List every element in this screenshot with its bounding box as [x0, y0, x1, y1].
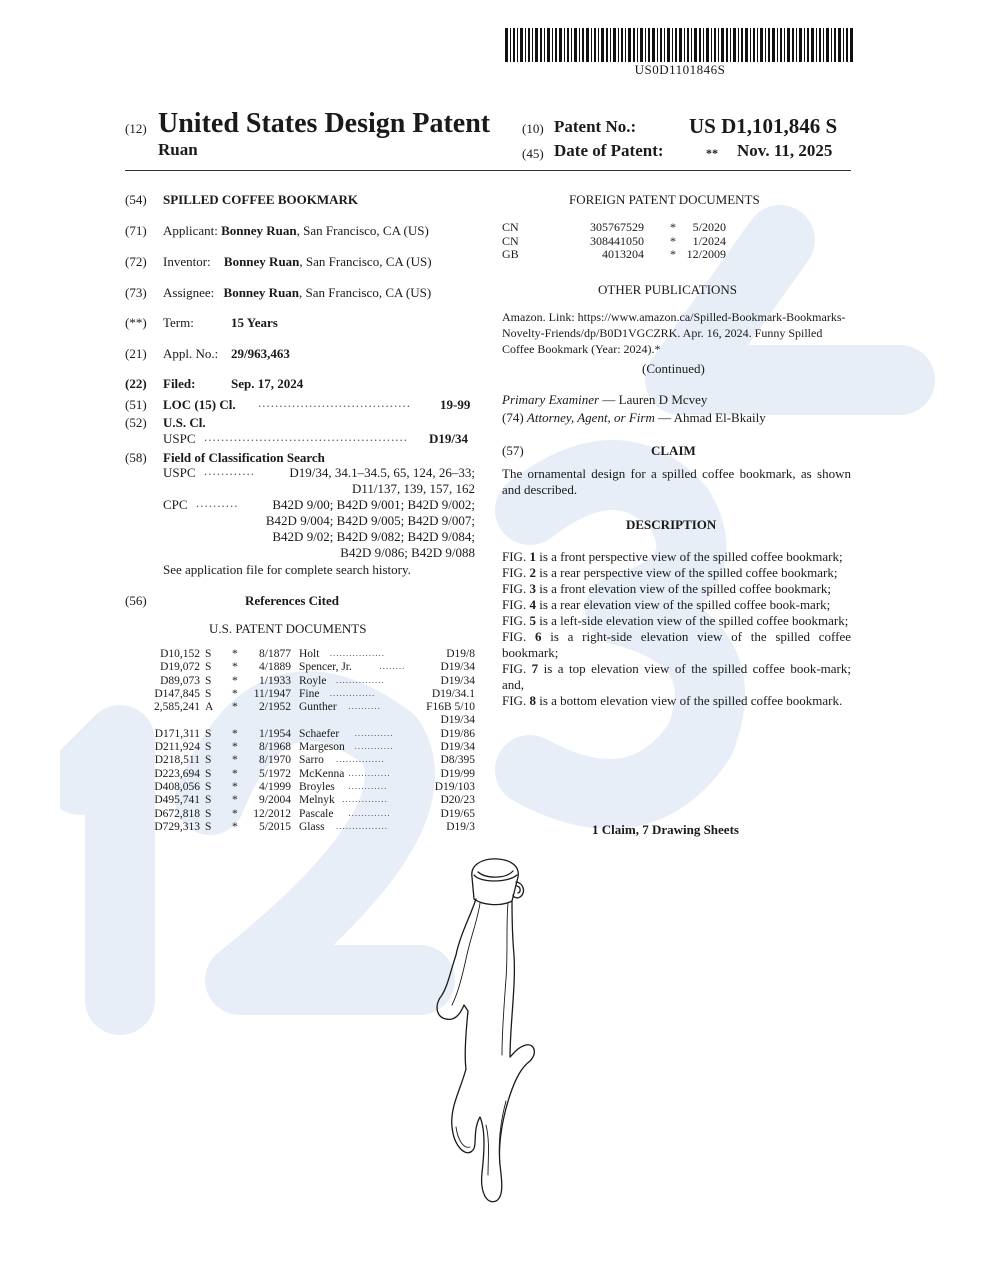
reference-date: 4/1889 [259, 661, 291, 674]
figure-text: is a front elevation view of the spilled coffee bookmark; [535, 581, 832, 596]
reference-kind: S [205, 741, 212, 754]
reference-row [125, 754, 475, 767]
figure-description [502, 613, 851, 629]
uspc-leader: ................................................ [204, 429, 408, 444]
reference-name: Melnyk [299, 794, 335, 807]
reference-class: D19/34 [440, 714, 475, 727]
figure-text: is a bottom elevation view of the spilled coffee bookmark. [535, 693, 843, 708]
figure-number: 1 [529, 549, 536, 564]
reference-date: 5/1972 [259, 767, 291, 780]
reference-leader: ............ [354, 727, 394, 738]
reference-date: 2/1952 [259, 701, 291, 714]
filed-code: (22) [125, 376, 147, 391]
figure-text: is a top elevation view of the spilled coffee book-mark; and, [502, 661, 852, 692]
foreign-date: 12/2009 [686, 247, 726, 261]
date-code: (45) [522, 146, 544, 161]
reference-number: D672,818 [154, 807, 200, 820]
attorney-label: Attorney, Agent, or Firm [526, 410, 655, 425]
reference-number: D89,073 [160, 674, 200, 687]
reference-date: 1/1954 [259, 727, 291, 740]
reference-class: D19/34 [440, 741, 475, 754]
figure-description [502, 597, 851, 613]
title-code: (54) [125, 192, 147, 207]
reference-class: D19/34 [440, 661, 475, 674]
reference-class: D8/395 [440, 754, 475, 767]
reference-class: D19/86 [440, 727, 475, 740]
reference-class: D19/34.1 [431, 687, 475, 700]
reference-name: Royle [299, 674, 327, 687]
reference-leader: ............ [348, 780, 388, 791]
reference-date: 8/1970 [259, 754, 291, 767]
figure-description [502, 661, 851, 693]
uscl-label: U.S. Cl. [163, 415, 206, 430]
reference-date: 4/1999 [259, 780, 291, 793]
term-label: Term: [163, 315, 194, 330]
foreign-date: 5/2020 [692, 220, 726, 234]
claim-text: The ornamental design for a spilled coffee bookmark, as shown and described. [502, 466, 851, 497]
reference-name: Glass [299, 820, 325, 833]
reference-name: Broyles [299, 780, 335, 793]
reference-row [125, 768, 475, 781]
cpc-leader: .......... [196, 495, 239, 510]
foreign-date: 1/2024 [692, 233, 726, 248]
figure-prefix: FIG. [502, 629, 535, 644]
assignee-code: (73) [125, 285, 147, 300]
reference-cited-by-examiner: * [232, 648, 238, 660]
description-figures [502, 549, 851, 709]
figure-description [502, 549, 851, 565]
attorney [502, 410, 766, 426]
reference-number: D211,924 [154, 741, 200, 754]
foreign-reference-row [502, 220, 742, 233]
reference-row [125, 781, 475, 794]
reference-class: D19/103 [434, 780, 475, 793]
header-inventor: Ruan [158, 140, 198, 159]
patent-type-title: United States Design Patent [158, 108, 491, 139]
description-heading: DESCRIPTION [626, 517, 717, 532]
figure-number: 7 [531, 661, 539, 676]
figure-description [502, 629, 851, 661]
filed-date: Sep. 17, 2024 [231, 376, 304, 391]
reference-number: D495,741 [154, 794, 200, 807]
refs-code: (56) [125, 593, 147, 608]
reference-number: D171,311 [154, 727, 200, 740]
figure-prefix: FIG. [502, 693, 530, 708]
cpc-line2: B42D 9/004; B42D 9/005; B42D 9/007; [265, 513, 475, 528]
search-history-note: See application file for complete search history. [163, 562, 411, 577]
reference-class: F16B 5/10 [426, 701, 475, 714]
reference-row [125, 741, 475, 754]
reference-date: 9/2004 [259, 794, 291, 807]
citation-line-2: Novelty-Friends/dp/B0D1VGCZRK. Apr. 16, 2024. Funny Spilled [502, 326, 823, 340]
reference-name: Spencer, Jr. [299, 661, 352, 674]
inventor-label: Inventor: [163, 254, 211, 269]
reference-name: McKenna [299, 767, 345, 780]
reference-kind: S [205, 687, 212, 700]
reference-number: D408,056 [154, 780, 200, 793]
cpc-line3: B42D 9/02; B42D 9/082; B42D 9/084; [272, 529, 475, 544]
inventor-location: , San Francisco, CA (US) [299, 254, 432, 269]
reference-row [125, 661, 475, 674]
loc-class: 19-99 [440, 397, 471, 412]
foreign-reference-row [502, 234, 742, 247]
reference-row [125, 688, 475, 701]
foreign-number: 308441050 [590, 233, 644, 248]
foreign-docs-heading: FOREIGN PATENT DOCUMENTS [569, 192, 760, 207]
applicant-label: Applicant: [163, 223, 218, 238]
figure-number: 5 [529, 613, 536, 628]
attorney-code: (74) [502, 410, 524, 425]
reference-number: D147,845 [154, 687, 200, 700]
reference-class: D19/65 [440, 807, 475, 820]
reference-leader: ................. [329, 648, 386, 658]
assignee-name: Bonney Ruan [223, 285, 300, 300]
appl-code: (21) [125, 346, 147, 361]
reference-cited-by-examiner: * [232, 754, 238, 767]
reference-row [125, 728, 475, 741]
reference-leader: ........ [379, 661, 406, 672]
reference-row [125, 701, 475, 714]
appl-number: 29/963,463 [231, 346, 290, 361]
reference-class: D19/99 [440, 767, 475, 780]
reference-kind: A [205, 701, 214, 714]
us-patent-docs-heading: U.S. PATENT DOCUMENTS [209, 621, 367, 636]
reference-cited-by-examiner: * [232, 687, 238, 700]
claim-code: (57) [502, 443, 524, 458]
figure-number: 8 [529, 693, 536, 708]
reference-name: Holt [299, 648, 320, 660]
references-cited-heading: References Cited [245, 593, 339, 608]
field-uspc-line1: D19/34, 34.1–34.5, 65, 124, 26–33; [289, 465, 475, 480]
figure-description [502, 693, 851, 709]
foreign-star: * [670, 220, 676, 234]
uscl-code: (52) [125, 415, 147, 430]
figure-prefix: FIG. [502, 581, 530, 596]
citation-line-1: Amazon. Link: https://www.amazon.ca/Spilled-Bookmark-Bookmarks- [502, 310, 846, 324]
patent-no-label: Patent No.: [554, 117, 637, 136]
primary-examiner-label: Primary Examiner [502, 392, 600, 407]
figure-description [502, 565, 851, 581]
reference-date: 8/1968 [259, 741, 291, 754]
reference-class: D19/3 [446, 820, 475, 833]
reference-name: Pascale [299, 807, 334, 820]
applicant-name: Bonney Ruan [221, 223, 297, 238]
foreign-reference-row [502, 247, 742, 260]
loc-label: LOC (15) Cl. [163, 397, 236, 412]
foreign-star: * [670, 247, 676, 261]
reference-name: Schaefer [299, 727, 340, 740]
reference-cited-by-examiner: * [232, 674, 238, 687]
reference-leader: .............. [342, 794, 388, 805]
foreign-country: CN [502, 233, 519, 248]
cpc-label: CPC [163, 497, 188, 512]
cpc-line1: B42D 9/00; B42D 9/001; B42D 9/002; [272, 497, 475, 512]
design-title: SPILLED COFFEE BOOKMARK [163, 192, 359, 207]
figure-number: 2 [529, 565, 536, 580]
attorney-name: — Ahmad El-Bkaily [654, 410, 766, 425]
reference-class: D19/34 [440, 674, 475, 687]
term-value: 15 Years [231, 315, 278, 330]
reference-cited-by-examiner: * [232, 701, 238, 714]
reference-row [125, 675, 475, 688]
loc-code: (51) [125, 397, 147, 412]
other-pubs-heading: OTHER PUBLICATIONS [598, 282, 738, 297]
reference-kind: S [205, 820, 212, 833]
reference-date: 5/2015 [259, 820, 291, 833]
reference-cited-by-examiner: * [232, 820, 238, 833]
reference-kind: S [205, 674, 212, 687]
field-uspc-label: USPC [163, 465, 196, 480]
figure-number: 6 [534, 629, 542, 644]
applicant-location: , San Francisco, CA (US) [296, 223, 429, 238]
uspc-class: D19/34 [429, 431, 468, 446]
inventor-code: (72) [125, 254, 147, 269]
bookmark-drawing [420, 855, 540, 1220]
reference-cited-by-examiner: * [232, 741, 238, 754]
header-rule [125, 170, 851, 171]
field-code: (58) [125, 450, 147, 465]
patent-type-code: (12) [125, 121, 147, 136]
reference-kind: S [205, 794, 212, 807]
reference-number: D19,072 [160, 661, 200, 674]
date-marker: ** [706, 146, 718, 160]
field-label: Field of Classification Search [163, 450, 325, 465]
reference-date: 11/1947 [253, 687, 291, 700]
reference-kind: S [205, 767, 212, 780]
figure-text: is a rear perspective view of the spilled coffee bookmark; [535, 565, 838, 580]
claim-heading: CLAIM [651, 443, 696, 458]
reference-row [125, 794, 475, 807]
assignee-location: , San Francisco, CA (US) [299, 285, 432, 300]
citation-line-3: Coffee Bookmark (Year: 2024).* [502, 342, 661, 356]
reference-leader: ................ [336, 820, 388, 831]
reference-leader: ............ [354, 741, 394, 752]
reference-row [125, 821, 475, 834]
reference-date: 1/1933 [259, 674, 291, 687]
continued-note: (Continued) [642, 361, 705, 376]
reference-leader: ............... [336, 674, 385, 685]
reference-cited-by-examiner: * [232, 661, 238, 674]
barcode-number: US0D1101846S [634, 62, 726, 77]
reference-kind: S [205, 661, 212, 674]
figure-text: is a rear elevation view of the spilled coffee book-mark; [535, 597, 831, 612]
foreign-number: 305767529 [590, 220, 644, 234]
reference-cited-by-examiner: * [232, 780, 238, 793]
inventor [163, 254, 432, 270]
patent-date: Nov. 11, 2025 [737, 141, 833, 160]
foreign-country: CN [502, 220, 519, 234]
foreign-star: * [670, 233, 676, 248]
figure-number: 3 [529, 581, 536, 596]
reference-class: D20/23 [440, 794, 475, 807]
assignee-label: Assignee: [163, 285, 215, 300]
reference-cited-by-examiner: * [232, 794, 238, 807]
claims-sheets-summary: 1 Claim, 7 Drawing Sheets [592, 822, 739, 837]
reference-row [125, 808, 475, 821]
reference-number: D10,152 [160, 648, 200, 660]
other-publication-citation [502, 309, 851, 357]
uspc-label: USPC [163, 431, 196, 446]
reference-cited-by-examiner: * [232, 807, 238, 820]
reference-row [125, 648, 475, 661]
assignee [163, 285, 431, 301]
figure-prefix: FIG. [502, 565, 530, 580]
foreign-country: GB [502, 247, 519, 261]
inventor-name: Bonney Ruan [223, 254, 300, 269]
figure-prefix: FIG. [502, 613, 530, 628]
barcode [505, 28, 855, 62]
appl-label: Appl. No.: [163, 346, 219, 361]
loc-leader: .................................... [258, 395, 411, 410]
reference-name: Fine [299, 687, 320, 700]
reference-date: 8/1877 [259, 648, 291, 660]
reference-leader: ............. [348, 807, 391, 818]
applicant-code: (71) [125, 223, 147, 238]
reference-cited-by-examiner: * [232, 727, 238, 740]
patent-no-code: (10) [522, 121, 544, 136]
primary-examiner-name: — Lauren D Mcvey [599, 392, 708, 407]
reference-cited-by-examiner: * [232, 767, 238, 780]
cpc-line4: B42D 9/086; B42D 9/088 [340, 545, 475, 560]
reference-kind: S [205, 648, 212, 660]
reference-leader: ............. [348, 767, 391, 778]
us-references-table [125, 648, 475, 834]
date-label: Date of Patent: [554, 141, 664, 160]
term-code: (**) [125, 315, 147, 330]
reference-leader: .............. [329, 687, 376, 698]
reference-number: 2,585,241 [154, 701, 200, 714]
figure-text: is a right-side elevation view of the spilled coffee bookmark; [502, 629, 851, 660]
reference-row [125, 714, 475, 727]
primary-examiner [502, 392, 707, 408]
field-uspc-leader: ............ [204, 463, 255, 478]
patent-number: US D1,101,846 S [689, 114, 838, 138]
reference-class: D19/8 [446, 648, 475, 660]
reference-leader: ............... [336, 754, 385, 765]
reference-kind: S [205, 754, 212, 767]
figure-text: is a front perspective view of the spilled coffee bookmark; [535, 549, 843, 564]
reference-kind: S [205, 780, 212, 793]
field-uspc-line2: D11/137, 139, 157, 162 [351, 481, 475, 496]
reference-date: 12/2012 [253, 807, 291, 820]
foreign-number: 4013204 [602, 247, 644, 261]
reference-number: D223,694 [154, 767, 200, 780]
reference-name: Sarro [299, 754, 324, 767]
applicant [163, 223, 429, 239]
reference-kind: S [205, 807, 212, 820]
reference-name: Gunther [299, 701, 337, 714]
figure-text: is a left-side elevation view of the spilled coffee bookmark; [535, 613, 849, 628]
reference-leader: .......... [348, 701, 381, 712]
reference-number: D218,511 [154, 754, 200, 767]
figure-prefix: FIG. [502, 549, 530, 564]
figure-prefix: FIG. [502, 597, 530, 612]
reference-kind: S [205, 727, 212, 740]
reference-name: Margeson [299, 741, 345, 754]
figure-prefix: FIG. [502, 661, 532, 676]
figure-number: 4 [529, 597, 536, 612]
reference-number: D729,313 [154, 820, 200, 833]
filed-label: Filed: [163, 376, 196, 391]
figure-description [502, 581, 851, 597]
